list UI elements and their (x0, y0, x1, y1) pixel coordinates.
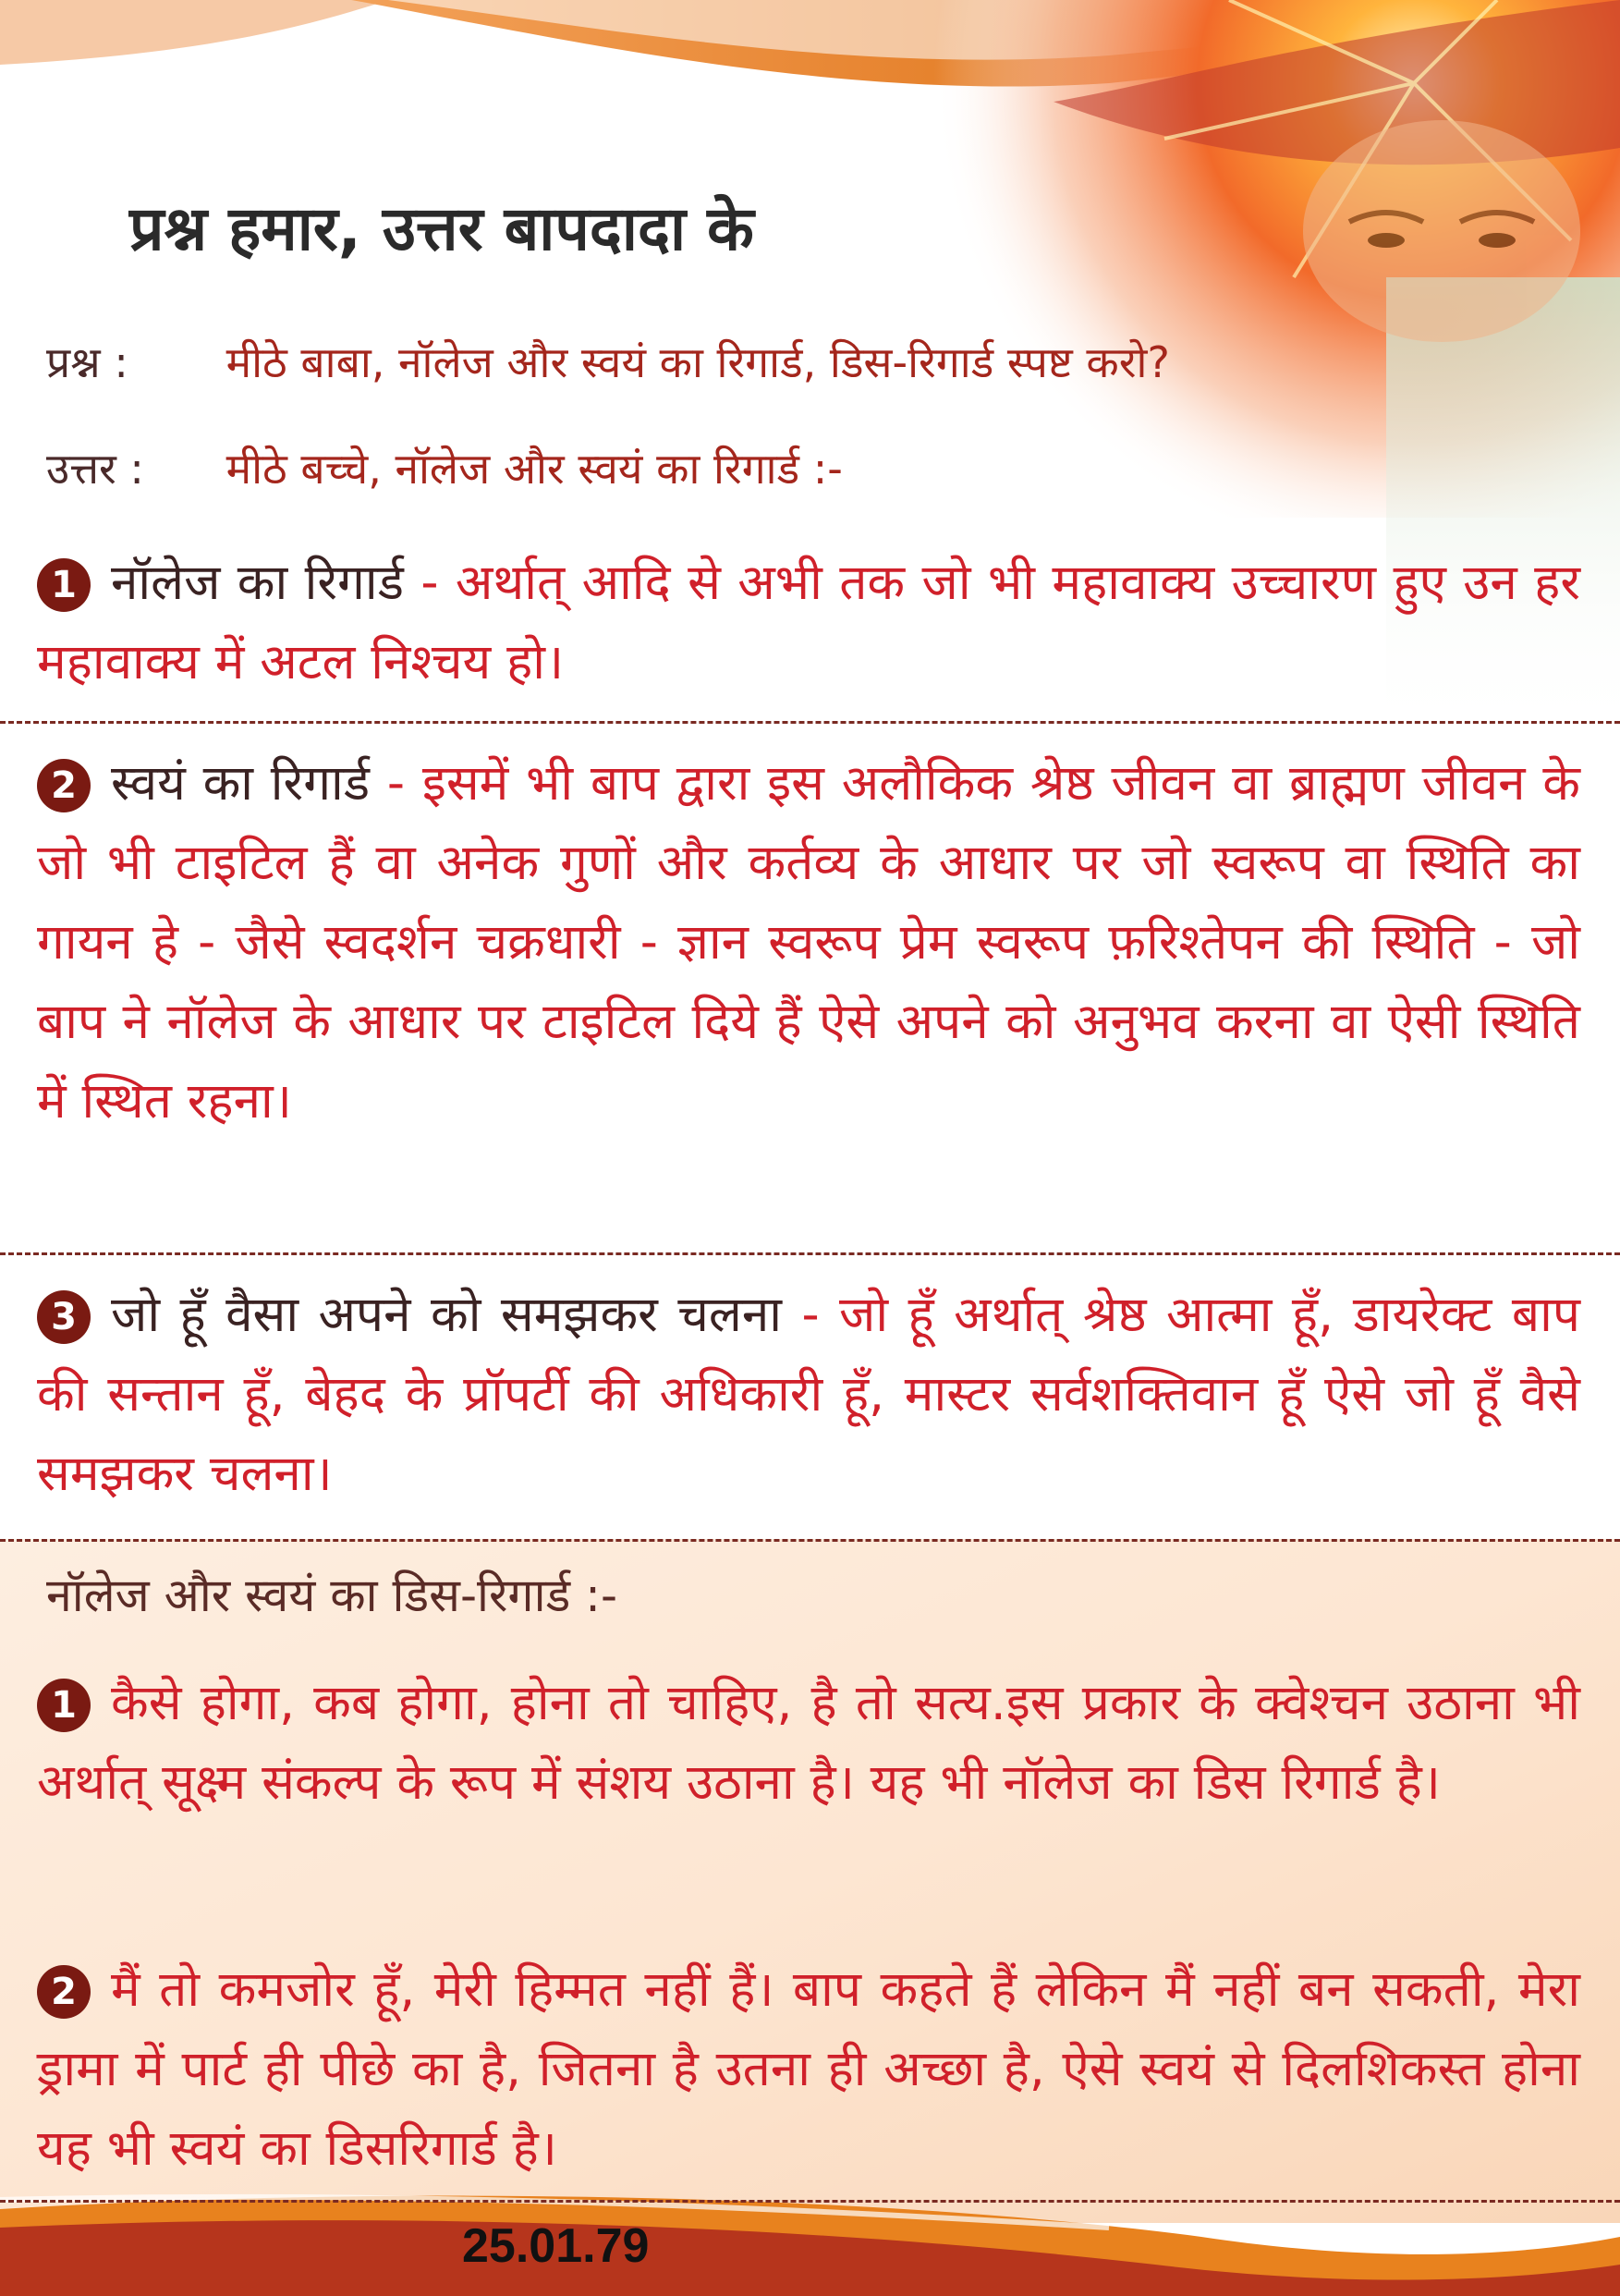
answer-label: उत्तर : (46, 444, 144, 494)
section-divider (0, 1539, 1620, 1542)
number-badge: 2 (37, 759, 91, 812)
regard-point-3 (37, 1276, 1580, 1514)
question-row (46, 333, 1580, 390)
regard-heading: जो हूँ वैसा अपने को समझकर चलना (111, 1287, 783, 1343)
number-badge: 1 (37, 1679, 91, 1732)
section-divider (0, 1252, 1620, 1255)
disregard-heading: नॉलेज और स्वयं का डिस-रिगार्ड :- (46, 1569, 618, 1622)
question-label: प्रश्न : (46, 337, 128, 387)
regard-point-1 (37, 543, 1580, 702)
disregard-text: कैसे होगा, कब होगा, होना तो चाहिए, है तो सत्य.इस प्रकार के क्वेश्चन उठाना भी अर्थात् सूक्ष्म संकल्प के रूप में संशय उठाना है। यह भी नॉलेज का डिस रिगार्ड है। (37, 1675, 1580, 1811)
number-badge: 3 (37, 1290, 91, 1344)
regard-text: - जो हूँ अर्थात् श्रेष्ठ आत्मा हूँ, डायरेक्ट बाप की सन्तान हूँ, बेहद के प्रॉपर्टी की अधिकारी हूँ, मास्टर सर्वशक्तिवान हूँ ऐसे जो हूँ वैसे समझकर चलना। (37, 1287, 1580, 1502)
regard-text: - इसमें भी बाप द्वारा इस अलौकिक श्रेष्ठ जीवन वा ब्राह्मण जीवन के जो भी टाइटिल हैं वा अनेक गुणों और कर्तव्य के आधार पर जो स्वरूप वा स्थिति का गायन हे - जैसे स्वदर्शन चक्रधारी - ज्ञान स्वरूप प्रेम स्वरूप फ़रिश्तेपन की स्थिति - जो बाप ने नॉलेज के आधार पर टाइटिल दिये हैं ऐसे अपने को अनुभव करना वा ऐसी स्थिति में स्थित रहना। (37, 755, 1581, 1130)
section-divider (0, 721, 1620, 724)
number-badge: 1 (37, 558, 91, 612)
section-divider (0, 2200, 1620, 2203)
answer-text: मीठे बच्चे, नॉलेज और स्वयं का रिगार्ड :- (225, 444, 843, 494)
disregard-point-2 (37, 1950, 1580, 2189)
regard-heading: नॉलेज का रिगार्ड (111, 555, 404, 611)
disregard-point-1 (37, 1664, 1580, 1823)
page-title: प्रश्न हमार, उत्तर बापदादा के (129, 193, 754, 264)
regard-point-2 (37, 744, 1580, 1142)
regard-text: - अर्थात् आदि से अभी तक जो भी महावाक्य उच्चारण हुए उन हर महावाक्य में अटल निश्चय हो। (37, 555, 1580, 690)
portrait-face-graphic (1303, 120, 1580, 342)
question-text: मीठे बाबा, नॉलेज और स्वयं का रिगार्ड, डिस-रिगार्ड स्पष्ट करो? (225, 337, 1170, 387)
date-label: 25.01.79 (462, 2219, 650, 2273)
regard-heading: स्वयं का रिगार्ड (111, 755, 371, 812)
number-badge: 2 (37, 1965, 91, 2019)
answer-row (46, 439, 1580, 496)
disregard-text: मैं तो कमजोर हूँ, मेरी हिम्मत नहीं हैं। बाप कहते हैं लेकिन मैं नहीं बन सकती, मेरा ड्रामा में पार्ट ही पीछे का है, जितना है उतना ही अच्छा है, ऐसे स्वयं से दिलशिकस्त होना यह भी स्वयं का डिसरिगार्ड है। (37, 1961, 1580, 2177)
